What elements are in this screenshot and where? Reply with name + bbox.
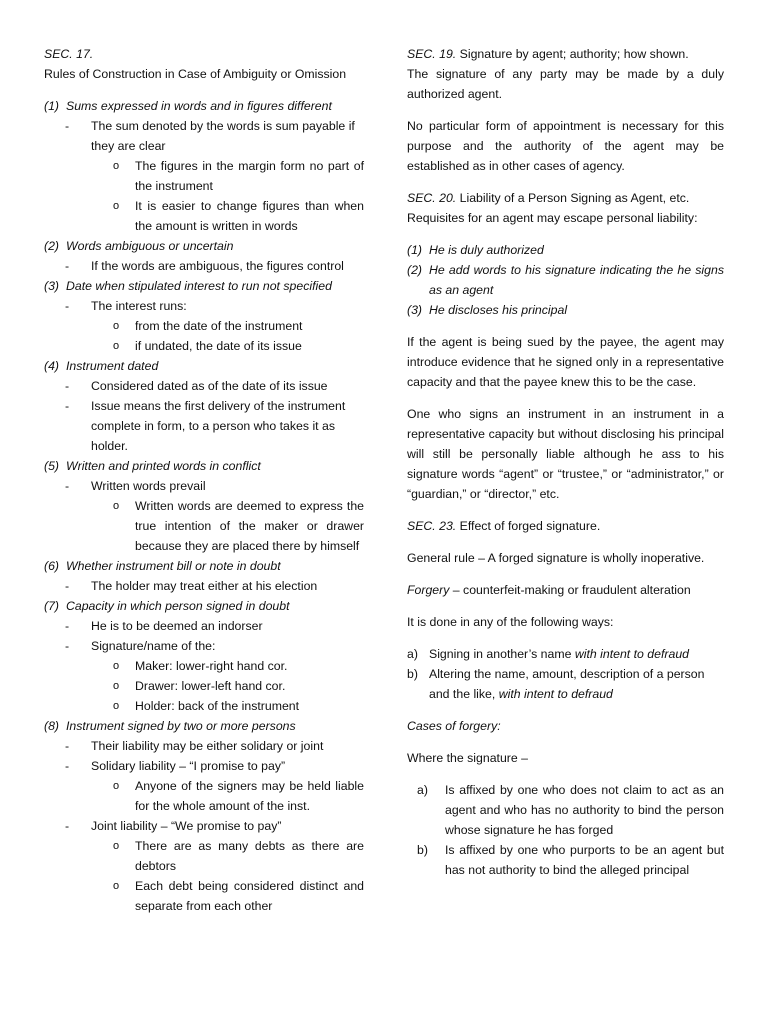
rule-detail-item	[44, 876, 364, 916]
rule-detail-text: if undated, the date of its issue	[135, 339, 302, 353]
requisite-item	[407, 240, 724, 260]
rule-sub-item	[44, 256, 364, 276]
circle-bullet: o	[113, 780, 120, 792]
rule-number: (6)	[44, 559, 60, 573]
rule-detail-text: It is easier to change figures than when the amount is written in words	[135, 199, 364, 233]
rule-detail-item	[44, 836, 364, 876]
rule-sub-text: The sum denoted by the words is sum payable if they are clear	[91, 119, 355, 153]
general-rule: General rule – A forged signature is wholly inoperative.	[407, 551, 705, 565]
rule-detail-text: Each debt being considered distinct and separate from each other	[135, 879, 364, 913]
rule-sub-item	[44, 296, 364, 316]
rule-detail-text: Holder: back of the instrument	[135, 699, 300, 713]
rule-sub-item	[44, 816, 364, 836]
rule-number: (1)	[44, 99, 60, 113]
rule-sub-item	[44, 756, 364, 776]
rule-text: Written and printed words in conflict	[66, 459, 261, 473]
rule-detail-item	[44, 336, 364, 356]
sec19-paragraph-1: The signature of any party may be made by a duly authorized agent.	[407, 67, 724, 101]
right-column	[407, 44, 724, 880]
case-letter: b)	[417, 843, 428, 857]
dash-bullet: -	[65, 819, 70, 833]
requisite-item	[407, 260, 724, 300]
rule-text: Capacity in which person signed in doubt	[66, 599, 290, 613]
rule-text: Date when stipulated interest to run not specified	[66, 279, 332, 293]
ways-intro: It is done in any of the following ways:	[407, 615, 614, 629]
rule-sub-text: Solidary liability – “I promise to pay”	[91, 759, 286, 773]
rule-detail-text: There are as many debts as there are debtors	[135, 839, 364, 873]
rule-item	[44, 96, 364, 116]
rule-sub-item	[44, 396, 364, 456]
where-signature: Where the signature –	[407, 751, 528, 765]
rule-text: Whether instrument bill or note in doubt	[66, 559, 281, 573]
rule-detail-item	[44, 316, 364, 336]
case-text: Is affixed by one who purports to be an agent but has not authority to bind the alleged principal	[445, 843, 724, 877]
way-item	[407, 664, 724, 704]
dash-bullet: -	[65, 639, 70, 653]
requisite-text: He is duly authorized	[429, 243, 544, 257]
rule-detail-item	[44, 496, 364, 556]
rule-detail-item	[44, 696, 364, 716]
forgery-def-text: – counterfeit-making or fraudulent alteration	[449, 583, 691, 597]
dash-bullet: -	[65, 299, 70, 313]
rule-detail-text: Anyone of the signers may be held liable for the whole amount of the inst.	[135, 779, 364, 813]
rule-sub-item	[44, 376, 364, 396]
rule-detail-item	[44, 196, 364, 236]
rule-number: (5)	[44, 459, 60, 473]
rule-detail-item	[44, 156, 364, 196]
dash-bullet: -	[65, 119, 70, 133]
left-column	[44, 44, 364, 916]
circle-bullet: o	[113, 200, 120, 212]
dash-bullet: -	[65, 579, 70, 593]
rule-item	[44, 276, 364, 296]
way-letter: a)	[407, 647, 418, 661]
sec17-number: SEC. 17.	[44, 47, 94, 61]
rule-number: (2)	[44, 239, 60, 253]
rule-number: (8)	[44, 719, 60, 733]
rule-sub-text: The holder may treat either at his election	[91, 579, 318, 593]
requisite-text: He discloses his principal	[429, 303, 568, 317]
requisite-text: He add words to his signature indicating the he signs as an agent	[429, 263, 724, 297]
rule-sub-text: He is to be deemed an indorser	[91, 619, 263, 633]
forgery-ways-list	[407, 644, 724, 704]
sec23-number: SEC. 23.	[407, 519, 457, 533]
rule-text: Words ambiguous or uncertain	[66, 239, 234, 253]
requisite-number: (3)	[407, 303, 423, 317]
rule-item	[44, 556, 364, 576]
sec20-number: SEC. 20.	[407, 191, 457, 205]
circle-bullet: o	[113, 840, 120, 852]
way-text	[429, 644, 724, 664]
dash-bullet: -	[65, 379, 70, 393]
rule-item	[44, 596, 364, 616]
rule-text: Instrument signed by two or more persons	[66, 719, 296, 733]
rule-sub-text: Considered dated as of the date of its issue	[91, 379, 328, 393]
way-text	[429, 664, 724, 704]
circle-bullet: o	[113, 500, 120, 512]
dash-bullet: -	[65, 759, 70, 773]
rule-detail-item	[44, 656, 364, 676]
circle-bullet: o	[113, 680, 120, 692]
dash-bullet: -	[65, 479, 70, 493]
sec19-heading	[407, 44, 724, 64]
rule-detail-text: Maker: lower-right hand cor.	[135, 659, 288, 673]
rule-sub-item	[44, 576, 364, 596]
circle-bullet: o	[113, 340, 120, 352]
sec19-paragraph-2: No particular form of appointment is necessary for this purpose and the authority of the agent may be established as in other cases of agency.	[407, 119, 724, 173]
circle-bullet: o	[113, 320, 120, 332]
sec20-paragraph-1: If the agent is being sued by the payee, the agent may introduce evidence that he signed only in a representative capacity and that the payee knew this to be the case.	[407, 335, 724, 389]
circle-bullet: o	[113, 700, 120, 712]
dash-bullet: -	[65, 739, 70, 753]
rule-detail-text: The figures in the margin form no part of the instrument	[135, 159, 364, 193]
rule-number: (4)	[44, 359, 60, 373]
circle-bullet: o	[113, 160, 120, 172]
rule-sub-item	[44, 736, 364, 756]
way-italic-text: with intent to defraud	[574, 647, 690, 661]
sec17-rules-list	[44, 96, 364, 916]
dash-bullet: -	[65, 259, 70, 273]
way-item	[407, 644, 724, 664]
rule-sub-text: Issue means the first delivery of the instrument complete in form, to a person who takes it as holder.	[91, 399, 346, 453]
case-item	[407, 840, 724, 880]
circle-bullet: o	[113, 880, 120, 892]
case-item	[407, 780, 724, 840]
way-plain-text: Altering the name, amount, description of a person and the like,	[429, 667, 705, 701]
rule-sub-item	[44, 616, 364, 636]
requisite-number: (2)	[407, 263, 423, 277]
sec20-title: Liability of a Person Signing as Agent, etc.	[459, 191, 690, 205]
rule-sub-item	[44, 636, 364, 656]
rule-detail-item	[44, 676, 364, 696]
case-text: Is affixed by one who does not claim to act as an agent and who has no authority to bind the person whose signature he has forged	[445, 783, 724, 837]
rule-item	[44, 716, 364, 736]
way-plain-text: Signing in another’s name	[429, 647, 575, 661]
rule-number: (7)	[44, 599, 60, 613]
sec20-heading	[407, 188, 724, 208]
sec17-title: Rules of Construction in Case of Ambiguity or Omission	[44, 67, 347, 81]
rule-item	[44, 356, 364, 376]
rule-sub-text: If the words are ambiguous, the figures control	[91, 259, 344, 273]
rule-text: Sums expressed in words and in figures different	[66, 99, 332, 113]
rule-sub-text: Signature/name of the:	[91, 639, 216, 653]
rule-number: (3)	[44, 279, 60, 293]
case-letter: a)	[417, 783, 428, 797]
rule-item	[44, 236, 364, 256]
rule-sub-text: The interest runs:	[91, 299, 187, 313]
way-italic-text: with intent to defraud	[498, 687, 613, 701]
rule-sub-item	[44, 476, 364, 496]
rule-sub-item	[44, 116, 364, 156]
sec19-title: Signature by agent; authority; how shown.	[459, 47, 689, 61]
way-letter: b)	[407, 667, 418, 681]
sec23-title: Effect of forged signature.	[459, 519, 601, 533]
forgery-cases-list	[407, 780, 724, 880]
forgery-term: Forgery	[407, 583, 450, 597]
dash-bullet: -	[65, 399, 70, 413]
sec19-number: SEC. 19.	[407, 47, 457, 61]
circle-bullet: o	[113, 660, 120, 672]
rule-sub-text: Written words prevail	[91, 479, 206, 493]
sec20-paragraph-2: One who signs an instrument in an instrument in a representative capacity but without disclosing his principal will still be personally liable although he ass to his signature words “agent” or “trustee,” or “administrator,” or “guardian,” or “director,” etc.	[407, 407, 724, 501]
cases-title: Cases of forgery:	[407, 719, 501, 733]
rule-detail-text: from the date of the instrument	[135, 319, 303, 333]
sec20-intro: Requisites for an agent may escape personal liability:	[407, 211, 698, 225]
rule-detail-item	[44, 776, 364, 816]
requisite-number: (1)	[407, 243, 423, 257]
sec20-requisites-list	[407, 240, 724, 320]
rule-sub-text: Joint liability – “We promise to pay”	[91, 819, 282, 833]
rule-sub-text: Their liability may be either solidary or joint	[91, 739, 324, 753]
rule-detail-text: Written words are deemed to express the true intention of the maker or drawer because they are placed there by himself	[135, 499, 364, 553]
forgery-definition	[407, 580, 724, 600]
dash-bullet: -	[65, 619, 70, 633]
sec23-heading	[407, 516, 724, 536]
rule-detail-text: Drawer: lower-left hand cor.	[135, 679, 286, 693]
rule-item	[44, 456, 364, 476]
requisite-item	[407, 300, 724, 320]
rule-text: Instrument dated	[66, 359, 159, 373]
